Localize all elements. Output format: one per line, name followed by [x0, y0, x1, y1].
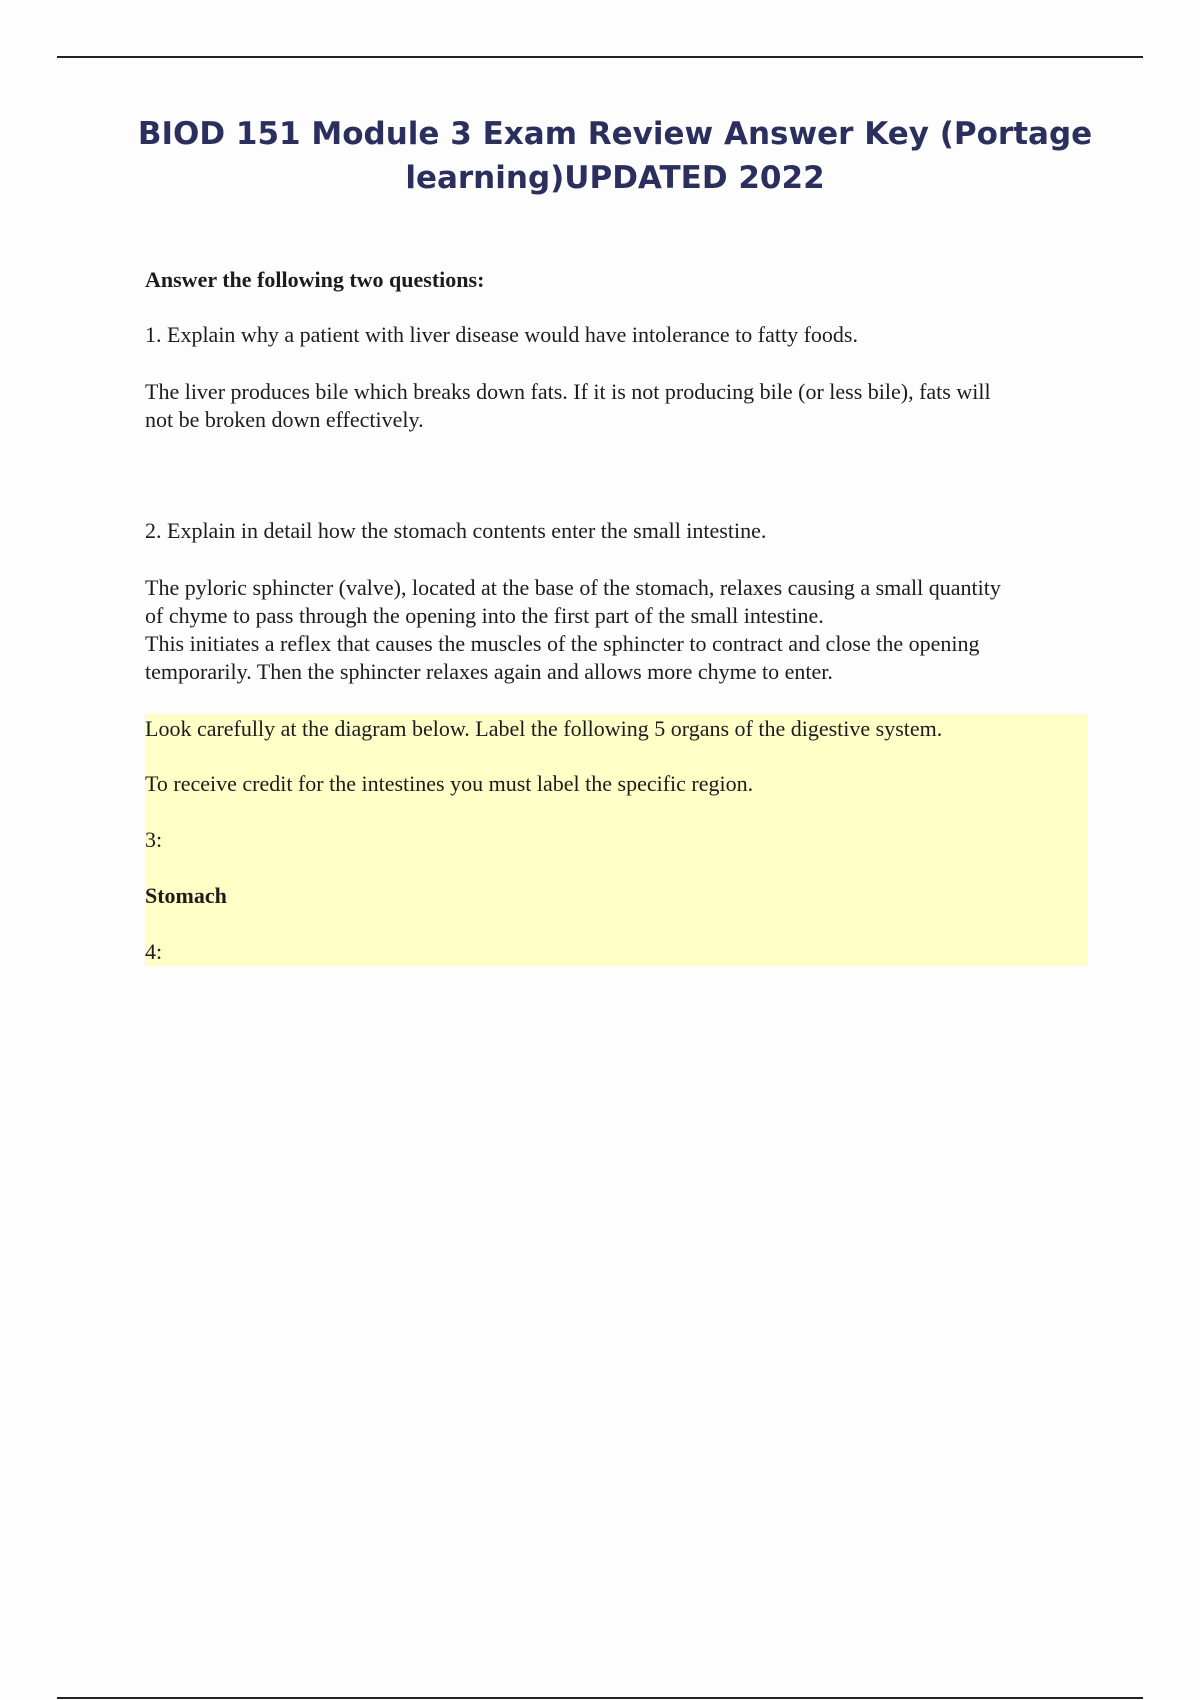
answer-1: [145, 378, 1090, 434]
label-3: 3:: [145, 827, 163, 852]
document-title: [120, 112, 1110, 200]
instructions-heading: Answer the following two questions:: [145, 267, 485, 292]
title-line-1: BIOD 151 Module 3 Exam Review Answer Key (Portage: [137, 116, 1093, 152]
title-line-2: learning)UPDATED 2022: [405, 160, 825, 196]
answer-1-line-2: not be broken down effectively.: [145, 407, 424, 432]
diagram-instruction: Look carefully at the diagram below. Label the following 5 organs of the digestive system.: [145, 716, 943, 741]
intestine-note: To receive credit for the intestines you must label the specific region.: [145, 771, 754, 796]
question-2: 2. Explain in detail how the stomach contents enter the small intestine.: [145, 518, 767, 543]
bottom-rule: [57, 1697, 1143, 1699]
answer-1-line-1: The liver produces bile which breaks down fats. If it is not producing bile (or less bile), fats will: [145, 379, 991, 404]
answer-2-line-4: temporarily. Then the sphincter relaxes again and allows more chyme to enter.: [145, 659, 833, 684]
top-rule: [57, 56, 1143, 58]
question-1: 1. Explain why a patient with liver disease would have intolerance to fatty foods.: [145, 322, 858, 347]
answer-2-line-1: The pyloric sphincter (valve), located at the base of the stomach, relaxes causing a small quantity: [145, 575, 1001, 600]
label-4: 4:: [145, 939, 163, 964]
label-3-answer: Stomach: [145, 883, 227, 908]
answer-2-line-3: This initiates a reflex that causes the muscles of the sphincter to contract and close the opening: [145, 631, 980, 656]
answer-2: [145, 574, 1090, 686]
answer-2-line-2: of chyme to pass through the opening into the first part of the small intestine.: [145, 603, 824, 628]
